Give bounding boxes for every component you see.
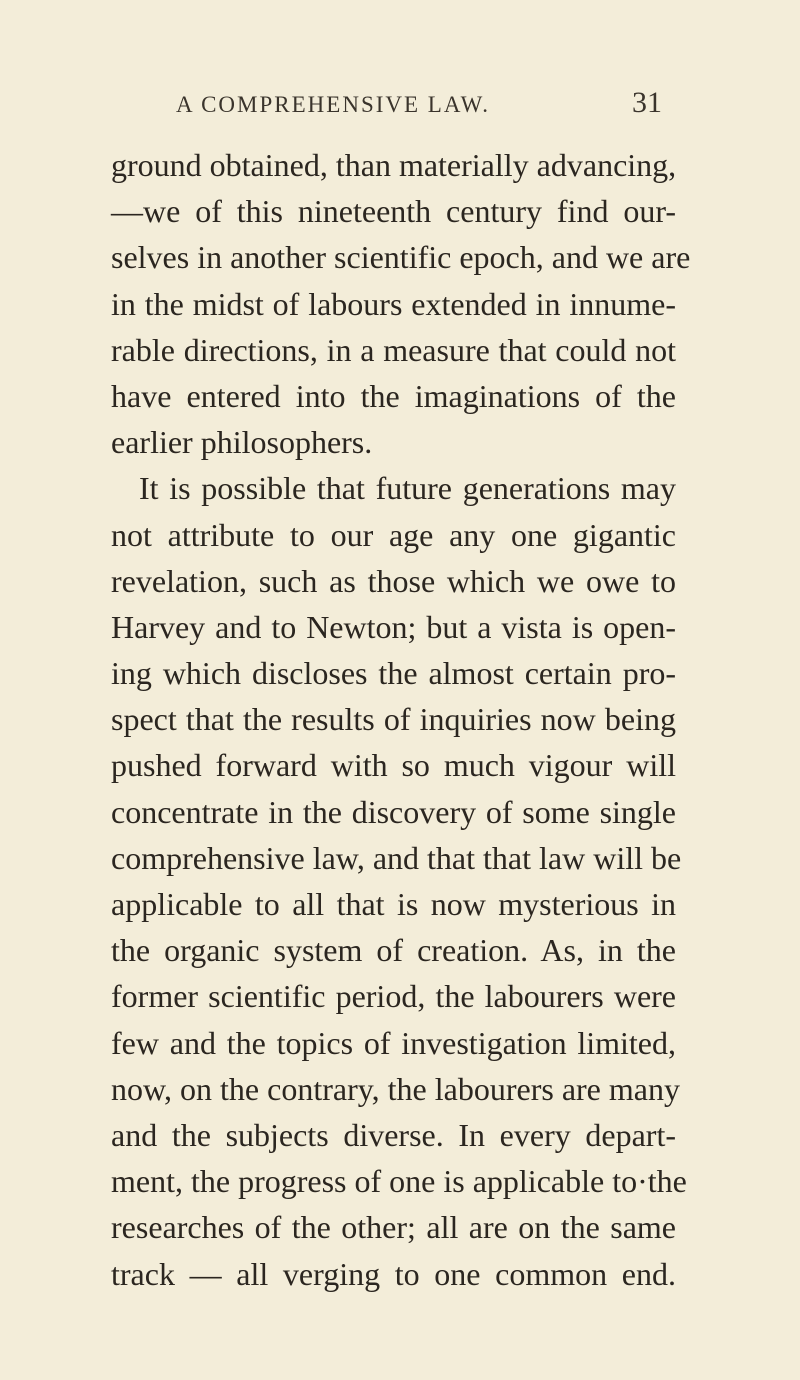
text-line: in the midst of labours extended in innume- <box>111 285 676 322</box>
text-line: earlier philosophers. <box>111 424 373 461</box>
running-title: A COMPREHENSIVE LAW. <box>176 92 490 117</box>
text-line: now, on the contrary, the labourers are many <box>111 1070 680 1107</box>
text-line: —we of this nineteenth century find our- <box>111 193 676 230</box>
text-line: rable directions, in a measure that could not <box>111 331 676 368</box>
page-number: 31 <box>632 86 662 119</box>
text-line: and the subjects diverse. In every depart- <box>111 1116 676 1153</box>
text-line: not attribute to our age any one gigantic <box>111 516 676 553</box>
text-line: concentrate in the discovery of some single <box>111 793 676 830</box>
text-line: ment, the progress of one is applicable to·the <box>111 1163 687 1200</box>
body-text <box>111 142 691 1297</box>
text-line: Harvey and to Newton; but a vista is open- <box>111 608 676 645</box>
text-line: applicable to all that is now mysterious in <box>111 886 676 922</box>
text-line: revelation, such as those which we owe to <box>111 562 676 599</box>
text-line: the organic system of creation. As, in the <box>111 932 676 969</box>
text-line: researches of the other; all are on the same <box>111 1209 676 1246</box>
text-line: track — all verging to one common end. <box>111 1255 676 1292</box>
text-line: former scientific period, the labourers were <box>111 978 676 1015</box>
text-line: ground obtained, than materially advancing, <box>111 147 677 183</box>
text-line: selves in another scientific epoch, and we are <box>111 239 691 276</box>
text-line: few and the topics of investigation limited, <box>111 1024 676 1061</box>
text-line: have entered into the imaginations of the <box>111 377 676 414</box>
text-line: pushed forward with so much vigour will <box>111 747 676 784</box>
text-line: It is possible that future generations may <box>139 470 676 507</box>
text-line: comprehensive law, and that that law will be <box>111 839 682 876</box>
text-line: spect that the results of inquiries now being <box>111 701 676 738</box>
text-line: ing which discloses the almost certain pro- <box>111 655 676 692</box>
running-head <box>0 82 800 122</box>
